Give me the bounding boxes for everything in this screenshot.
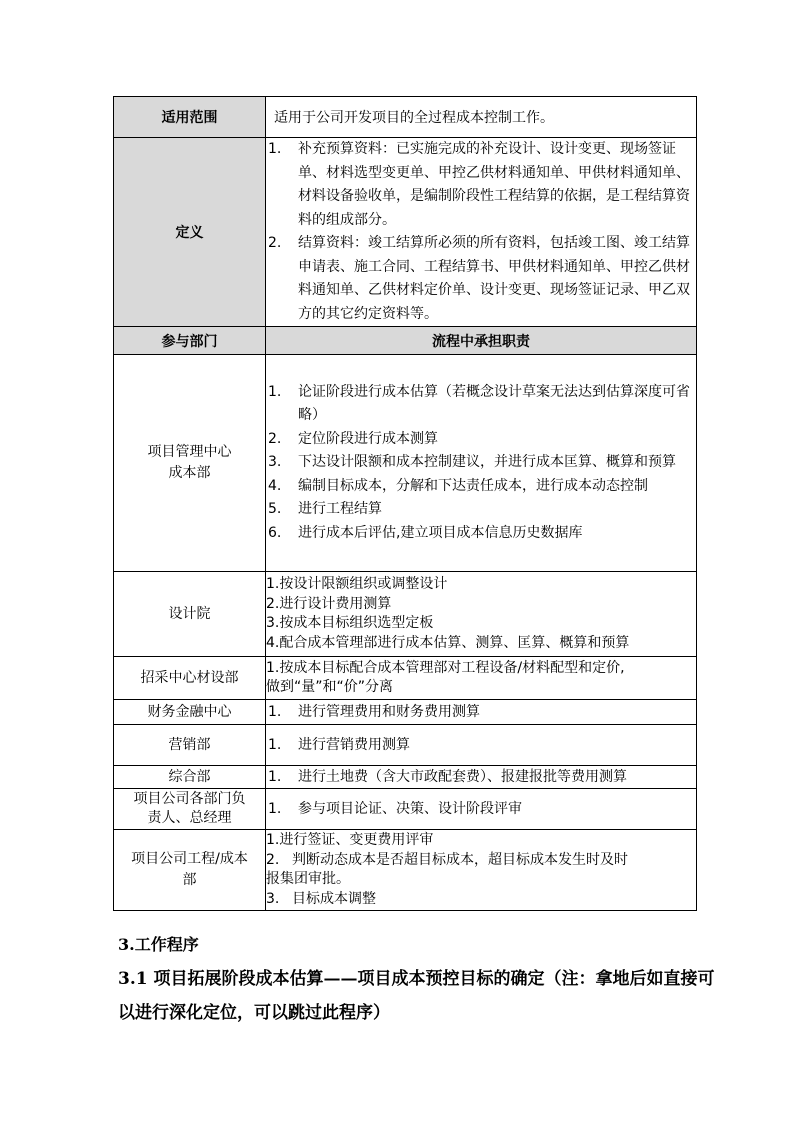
table-row xyxy=(114,355,697,572)
dept-cell xyxy=(114,830,266,911)
table-row xyxy=(114,830,697,911)
list-item xyxy=(266,702,696,722)
item-text: 参与项目论证、决策、设计阶段评审 xyxy=(298,801,522,817)
item-text: 进行营销费用测算 xyxy=(298,737,410,753)
item-number: 1. xyxy=(268,769,282,785)
list-item xyxy=(266,768,696,786)
dept-cell xyxy=(114,789,266,830)
duty-cell xyxy=(266,830,697,911)
duty-line: 2.进行设计费用测算 xyxy=(266,595,392,612)
list-item xyxy=(266,451,696,475)
duty-line: 做到“量”和“价”分离 xyxy=(266,679,394,695)
definition-label: 定义 xyxy=(114,138,266,327)
dept-cell: 设计院 xyxy=(114,572,266,657)
item-text: 定位阶段进行成本测算 xyxy=(298,430,438,447)
duty-cell xyxy=(266,657,697,700)
table-row xyxy=(114,725,697,766)
dept-name-line: 成本部 xyxy=(168,465,211,481)
section-title: 3.工作程序 xyxy=(118,935,199,954)
header-dept: 参与部门 xyxy=(114,327,266,355)
table-row xyxy=(114,766,697,789)
item-number: 6. xyxy=(268,524,282,541)
duty-cell xyxy=(266,766,697,789)
table-row xyxy=(114,789,697,830)
item-text-continuation: 报集团审批。 xyxy=(266,871,350,887)
item-number: 2. xyxy=(266,851,280,868)
list-item xyxy=(266,428,696,452)
scope-label: 适用范围 xyxy=(114,97,266,138)
dept-cell xyxy=(114,355,266,572)
list-item xyxy=(266,381,696,428)
item-text: 结算资料：竣工结算所必须的所有资料，包括竣工图、竣工结算申请表、施工合同、工程结算书、甲供材料通知单、甲控乙供材料通知单、乙供材料定价单、设计变更、现场签证记录、甲乙双方的其它约定资料等。 xyxy=(298,235,690,322)
duty-line: 4.配合成本管理部进行成本估算、测算、匡算、概算和预算 xyxy=(266,634,630,651)
item-number: 2. xyxy=(268,235,282,251)
duty-cell xyxy=(266,700,697,725)
list-item xyxy=(266,475,696,499)
item-text: 判断动态成本是否超目标成本，超目标成本发生时及时 xyxy=(292,851,628,868)
subsection-title: 3.1 项目拓展阶段成本估算——项目成本预控目标的确定（注：拿地后如直接可以进行深化定位，可以跳过此程序） xyxy=(118,969,715,1023)
item-text: 补充预算资料：已实施完成的补充设计、设计变更、现场签证单、材料选型变更单、甲控乙供材料通知单、甲供材料通知单、材料设备验收单，是编制阶段性工程结算的依据，是工程结算资料的组成部分。 xyxy=(298,141,690,228)
duty-line: 1.按成本目标配合成本管理部对工程设备/材料配型和定价, xyxy=(266,659,625,676)
duty-cell xyxy=(266,572,697,657)
item-number: 4. xyxy=(268,477,282,494)
item-number: 3. xyxy=(266,890,280,907)
dept-name-line: 责人、总经理 xyxy=(147,810,232,826)
item-number: 1. xyxy=(268,383,282,400)
duty-cell xyxy=(266,789,697,830)
cost-control-table xyxy=(113,96,697,911)
list-item xyxy=(266,799,696,819)
item-text: 进行成本后评估,建立项目成本信息历史数据库 xyxy=(298,524,583,541)
item-number: 2. xyxy=(268,430,282,447)
list-item xyxy=(266,138,696,232)
item-text: 进行土地费（含大市政配套费）、报建报批等费用测算 xyxy=(298,769,627,785)
item-text: 下达设计限额和成本控制建议，并进行成本匡算、概算和预算 xyxy=(298,454,676,471)
table-row xyxy=(114,572,697,657)
scope-text: 适用于公司开发项目的全过程成本控制工作。 xyxy=(266,97,697,138)
definition-cell xyxy=(266,138,697,327)
header-duty: 流程中承担职责 xyxy=(266,327,697,355)
item-number: 1. xyxy=(268,801,282,817)
item-text: 进行管理费用和财务费用测算 xyxy=(298,704,480,720)
list-item xyxy=(266,232,696,326)
item-text: 编制目标成本，分解和下达责任成本，进行成本动态控制 xyxy=(298,477,648,494)
item-text: 目标成本调整 xyxy=(292,890,376,907)
item-number: 3. xyxy=(268,454,282,471)
item-text: 进行工程结算 xyxy=(298,501,382,518)
list-item xyxy=(266,522,696,546)
dept-cell: 招采中心材设部 xyxy=(114,657,266,700)
table-row xyxy=(114,657,697,700)
list-item xyxy=(266,851,696,871)
list-item xyxy=(266,735,696,755)
duty-cell xyxy=(266,725,697,766)
list-item xyxy=(266,498,696,522)
duty-line: 3.按成本目标组织选型定板 xyxy=(266,615,434,631)
item-number: 1. xyxy=(268,704,282,720)
list-item xyxy=(266,890,696,910)
dept-name-line: 项目公司各部门负 xyxy=(133,791,246,807)
dept-cell: 综合部 xyxy=(114,766,266,789)
duty-line: 1.按设计限额组织或调整设计 xyxy=(266,576,448,592)
item-number: 1. xyxy=(268,737,282,753)
dept-name-line: 项目管理中心 xyxy=(147,444,232,460)
item-number: 5. xyxy=(268,501,282,518)
item-number: 1. xyxy=(268,141,282,157)
dept-name-line: 项目公司工程/成本 xyxy=(131,851,248,867)
duty-cell xyxy=(266,355,697,572)
duty-line: 1.进行签证、变更费用评审 xyxy=(266,832,434,848)
table-row xyxy=(114,700,697,725)
dept-name-line: 部 xyxy=(182,872,197,888)
dept-cell: 财务金融中心 xyxy=(114,700,266,725)
dept-cell: 营销部 xyxy=(114,725,266,766)
item-text: 论证阶段进行成本估算（若概念设计草案无法达到估算深度可省略） xyxy=(298,383,690,424)
